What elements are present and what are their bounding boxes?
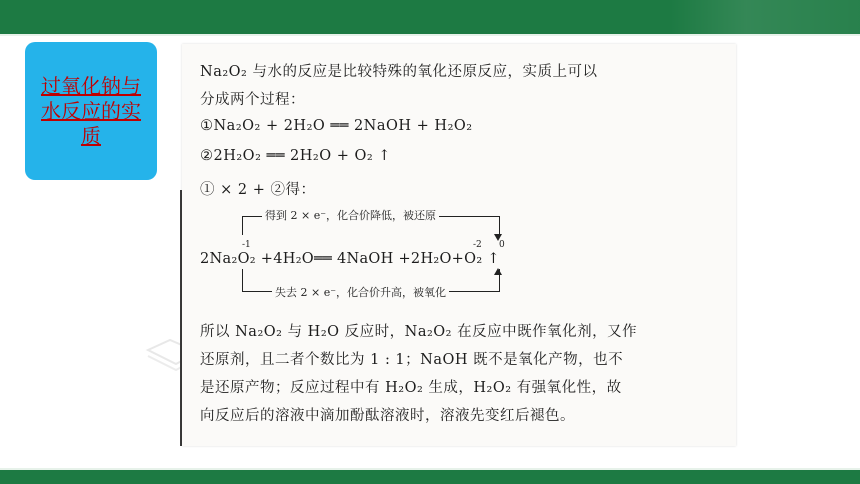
oxidation-state-zero: 0 [499,240,505,250]
top-bar [0,0,860,34]
slide-title[interactable]: 过氧化钠与水反应的实质 [41,73,141,148]
doc-line-2: 分成两个过程： [200,92,305,108]
oxidation-state-minus2: -2 [473,240,482,250]
oxidation-state-minus1: -1 [242,240,251,250]
combine-step: ① × 2 + ②得： [200,182,316,198]
doc-line-1: Na₂O₂ 与水的反应是比较特殊的氧化还原反应，实质上可以 [200,64,598,80]
electron-gain-label: 得到 2 × e⁻，化合价降低，被还原 [262,207,439,223]
electron-loss-label: 失去 2 × e⁻，化合价升高，被氧化 [272,284,449,300]
paragraph-line-4: 向反应后的溶液中滴加酚酞溶液时，溶液先变红后褪色。 [200,408,575,424]
bottom-bar [0,470,860,484]
equation-1: ①Na₂O₂ + 2H₂O ══ 2NaOH + H₂O₂ [200,118,473,134]
loss-arrowhead-icon [494,268,502,275]
top-bar-divider [0,34,860,36]
title-box [25,42,157,180]
paragraph-line-3: 是还原产物；反应过程中有 H₂O₂ 生成，H₂O₂ 有强氧化性，故 [200,380,622,396]
equation-2: ②2H₂O₂ ══ 2H₂O + O₂ ↑ [200,148,391,164]
paragraph-line-1: 所以 Na₂O₂ 与 H₂O 反应时，Na₂O₂ 在反应中既作氧化剂，又作 [200,324,638,340]
document-image [182,44,736,446]
top-bar-accent [670,0,860,34]
equation-3: 2Na₂O₂ +4H₂O══ 4NaOH +2H₂O+O₂ ↑ [200,251,500,267]
paragraph-line-2: 还原剂，且二者个数比为 1 : 1；NaOH 既不是氧化产物，也不 [200,352,624,368]
